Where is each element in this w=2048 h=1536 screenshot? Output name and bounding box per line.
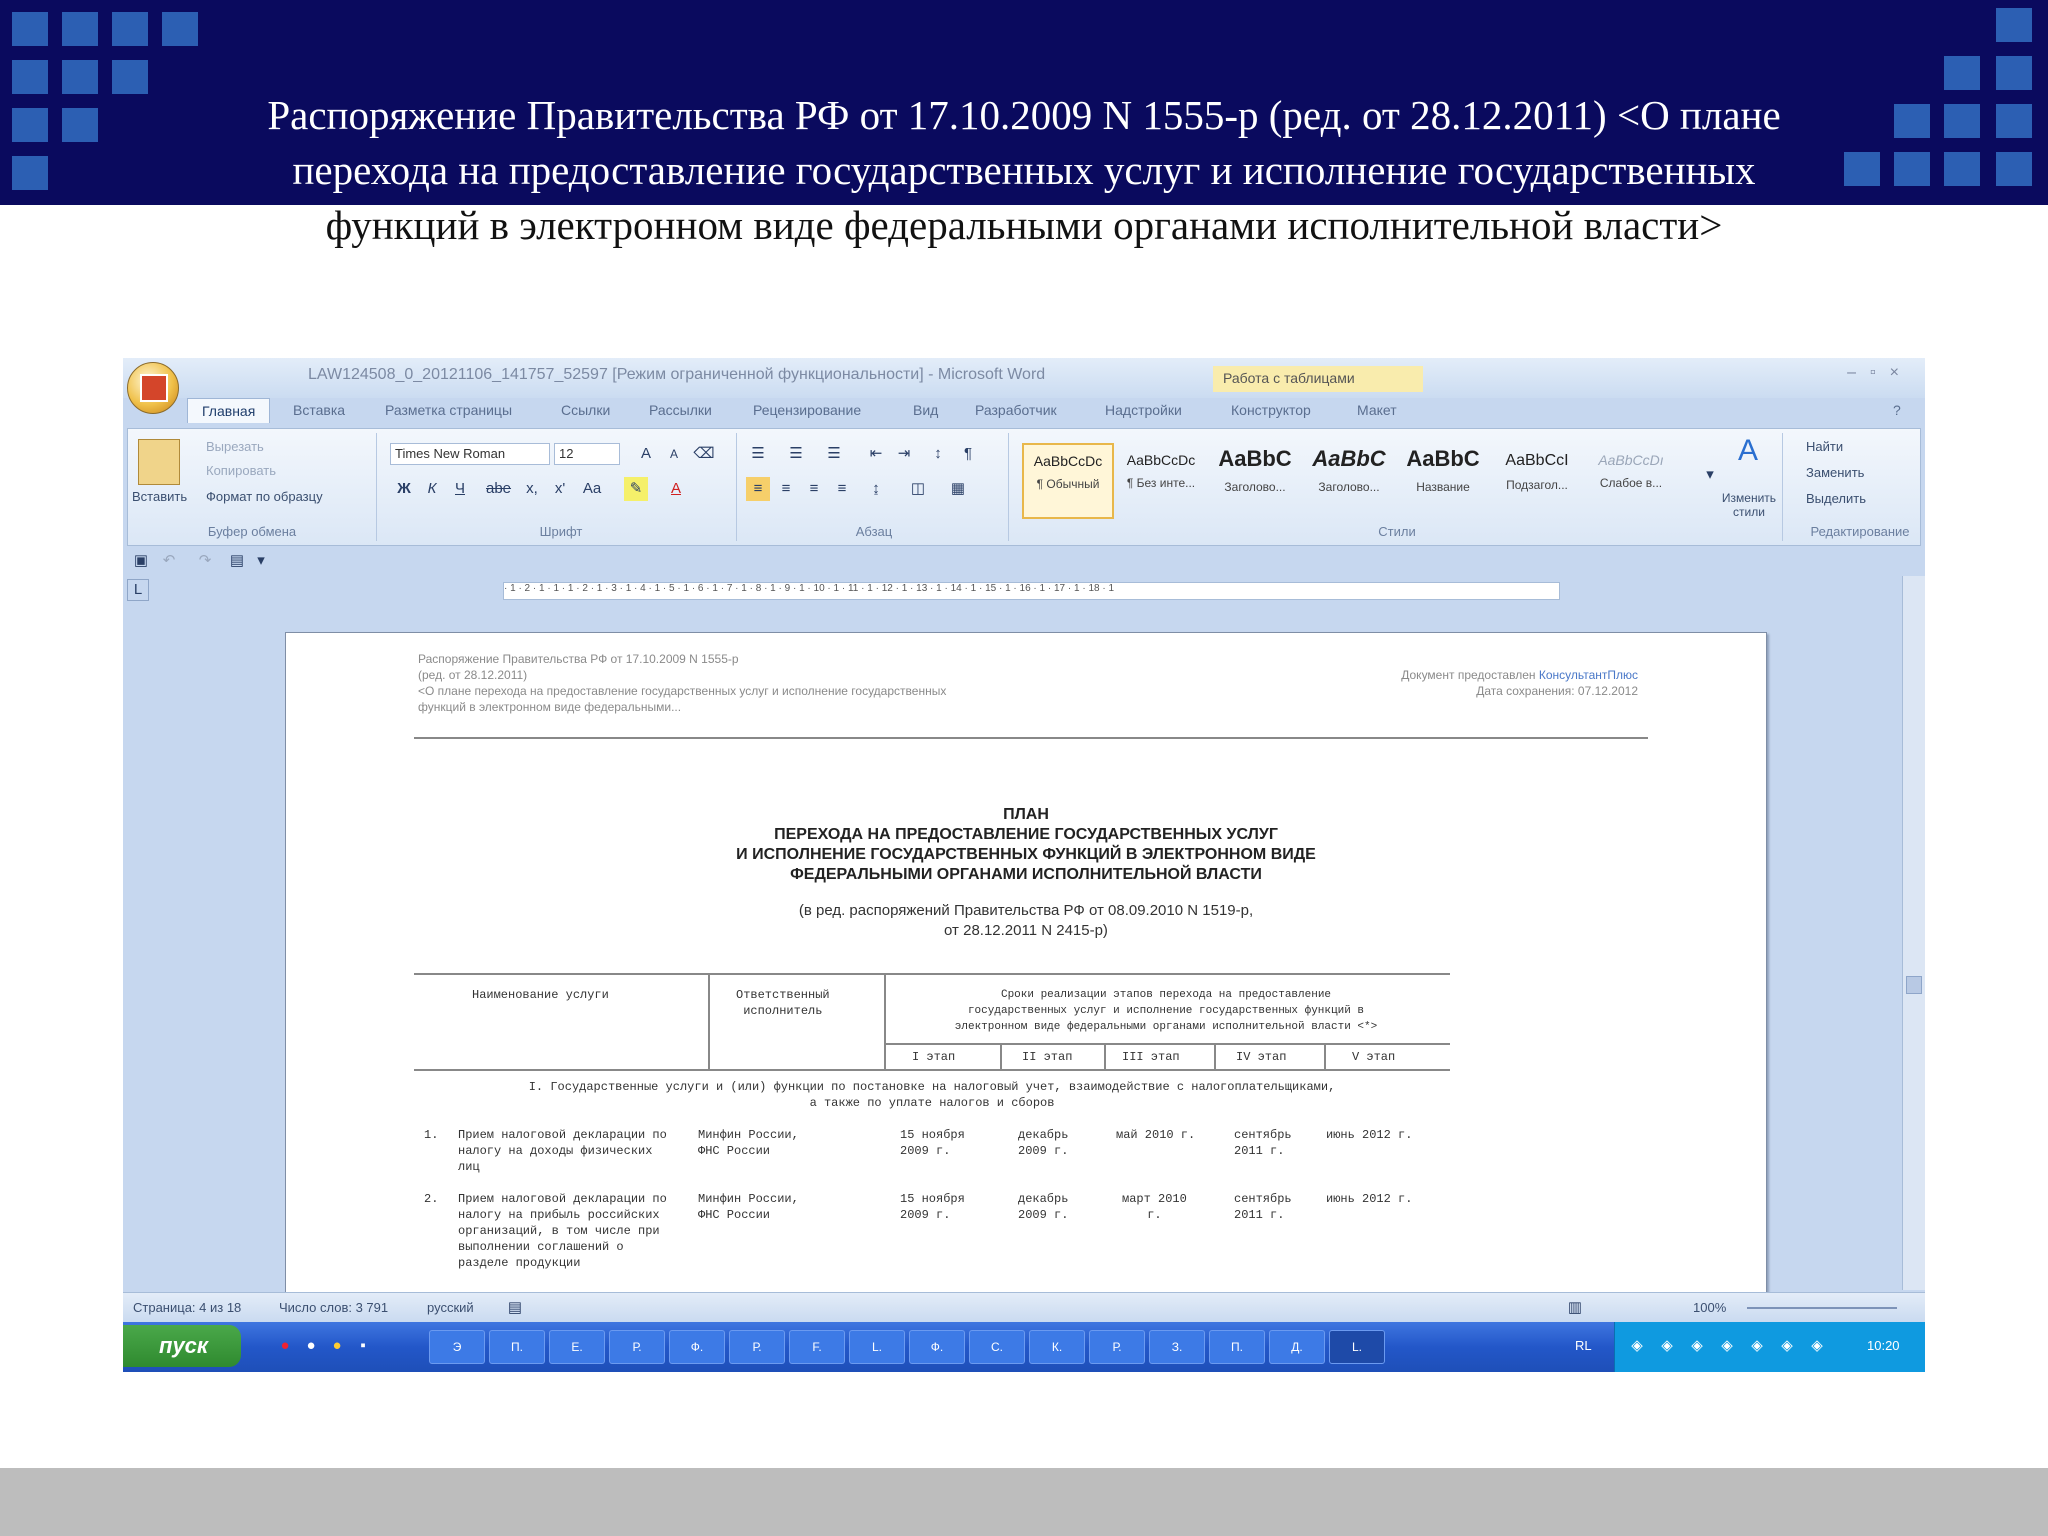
line-spacing-icon[interactable]: ↨ (872, 480, 880, 497)
system-tray (1614, 1322, 1925, 1372)
cut-button[interactable]: Вырезать (206, 439, 264, 454)
col-header-line: электронном виде федеральными органами исполнительной власти <*> (954, 1021, 1378, 1033)
format-painter-button[interactable]: Формат по образцу (206, 489, 323, 504)
tab-review[interactable]: Рецензирование (753, 402, 862, 418)
style-sample: AaBbCcDc (1126, 452, 1196, 468)
table-rule (1214, 1045, 1216, 1069)
tray-icon[interactable]: ◈ (1661, 1337, 1673, 1354)
plan-title-line: ПЛАН (1003, 806, 1049, 823)
tab-design[interactable]: Конструктор (1231, 402, 1311, 418)
stage-header: II этап (1022, 1050, 1073, 1064)
decor-square (1944, 56, 1980, 90)
col-header-deadlines (886, 987, 1446, 1035)
style-subtitle[interactable] (1492, 443, 1582, 517)
style-name: Слабое в... (1599, 476, 1663, 490)
language-indicator[interactable]: RL (1575, 1338, 1592, 1353)
stage-1-date (900, 1127, 965, 1159)
plan-title-line: И ИСПОЛНЕНИЕ ГОСУДАРСТВЕННЫХ ФУНКЦИЙ В ЭЛЕКТРОННОМ ВИДЕ (736, 846, 1316, 863)
quicklaunch-icon[interactable]: ▪ (360, 1337, 366, 1354)
cell-line: 2011 г. (1234, 1208, 1285, 1222)
stage-5-date (1326, 1191, 1412, 1207)
bold-icon[interactable]: Ж (397, 480, 411, 497)
save-icon[interactable]: ▣ (133, 552, 149, 569)
slide-title-line: Распоряжение Правительства РФ от 17.10.2009 N 1555-р (ред. от 28.12.2011) <О плане (267, 92, 1781, 138)
decor-square (112, 12, 148, 46)
section-heading-line: а также по уплате налогов и сборов (809, 1096, 1055, 1110)
zoom-slider[interactable] (1747, 1307, 1897, 1309)
style-subtle-emphasis[interactable] (1586, 443, 1676, 517)
header-provided (1401, 667, 1638, 683)
zoom-level[interactable]: 100% (1693, 1300, 1727, 1315)
slide-title-line: перехода на предоставление государственных услуг и исполнение государственных (292, 147, 1756, 193)
style-sample: AaBbC (1218, 446, 1292, 471)
table-rule (414, 973, 1450, 975)
cell-line: налогу на доходы физических (458, 1144, 653, 1158)
office-button[interactable] (127, 362, 179, 414)
stage-4-date (1234, 1127, 1292, 1159)
status-bar (123, 1292, 1925, 1323)
cell-line: март 2010 (1122, 1192, 1187, 1206)
restore-icon[interactable]: ▫ (1869, 364, 1890, 381)
paste-icon[interactable] (138, 439, 180, 485)
horizontal-ruler[interactable]: · 1 · 2 · 1 · 1 · 1 · 2 · 1 · 3 · 1 · 4 · 1 · 5 · 1 · 6 · 1 · 7 · 1 · 8 · 1 · 9 · 1 · 10 · 1 · 11 · 1 · 12 · 1 · 13 · 1 · 14 · 1 · 15 · 1 · 16 · 1 · 17 · 1 · 18 · 1 (503, 582, 1560, 600)
decor-square (162, 12, 198, 46)
quick-access-toolbar (123, 546, 1925, 576)
taskbar-window-button[interactable]: П. (1209, 1330, 1265, 1364)
change-case-icon[interactable]: Aa (582, 480, 602, 497)
view-buttons-icon[interactable]: ▥ (1567, 1299, 1583, 1316)
style-heading1[interactable] (1210, 443, 1300, 517)
stage-5-date (1326, 1127, 1412, 1143)
col-header-line: Ответственный (736, 988, 830, 1002)
tray-icon[interactable]: ◈ (1751, 1337, 1763, 1354)
superscript-icon[interactable]: x' (554, 480, 566, 497)
style-normal[interactable] (1022, 443, 1114, 519)
cell-line: 2009 г. (1018, 1144, 1069, 1158)
status-page[interactable]: Страница: 4 из 18 (133, 1300, 242, 1315)
decor-square (12, 108, 48, 142)
style-name: ¶ Без инте... (1126, 476, 1196, 490)
stage-3-date (1116, 1127, 1195, 1143)
office-logo-icon (140, 374, 168, 402)
stage-header: III этап (1122, 1050, 1180, 1064)
slide-title (140, 88, 1908, 253)
tray-icon[interactable]: ◈ (1721, 1337, 1733, 1354)
edition-note-line: от 28.12.2011 N 2415-р) (944, 922, 1108, 939)
group-label: Стили (1378, 524, 1416, 539)
font-group (386, 433, 737, 541)
taskbar-window-button[interactable]: С. (969, 1330, 1025, 1364)
cell-line: ФНС России (698, 1144, 771, 1158)
change-styles-button[interactable]: Изменить стили (1721, 491, 1777, 519)
stage-header: V этап (1352, 1050, 1396, 1064)
borders-icon[interactable]: ▦ (950, 480, 966, 497)
header-divider (414, 737, 1648, 739)
cell-line: 2009 г. (900, 1208, 951, 1222)
help-icon[interactable]: ? (1893, 402, 1901, 418)
cell-line: сентябрь (1234, 1192, 1292, 1206)
cell-line: ФНС России (698, 1208, 771, 1222)
shading-icon[interactable]: ◫ (910, 480, 926, 497)
align-center-icon[interactable]: ≡ (781, 480, 791, 497)
header-line: Распоряжение Правительства РФ от 17.10.2009 N 1555-р (418, 652, 739, 666)
group-label: Редактирование (1810, 524, 1910, 539)
style-name: Название (1416, 480, 1470, 494)
ribbon (127, 428, 1921, 546)
clear-format-icon[interactable]: ⌫ (693, 445, 715, 462)
quicklaunch-icon[interactable]: ● (280, 1337, 290, 1354)
service-name (458, 1191, 667, 1271)
stage-1-date (900, 1191, 965, 1223)
title-bar (123, 358, 1925, 398)
close-icon[interactable]: × (1889, 364, 1913, 381)
cell-line: май 2010 г. (1116, 1128, 1196, 1142)
minimize-icon[interactable]: – (1847, 364, 1870, 381)
cell-line: организаций, в том числе при (458, 1224, 660, 1238)
ribbon-tabs (123, 398, 1925, 428)
tab-insert[interactable]: Вставка (293, 402, 346, 418)
styles-group (1012, 433, 1783, 541)
proofing-icon[interactable]: ▤ (507, 1299, 523, 1316)
taskbar-window-button[interactable]: Э (429, 1330, 485, 1364)
taskbar-window-button[interactable]: З. (1149, 1330, 1205, 1364)
cell-line: сентябрь (1234, 1128, 1292, 1142)
redo-icon[interactable]: ↷ (198, 552, 212, 569)
tab-home[interactable]: Главная (187, 398, 270, 423)
plan-title-line: ПЕРЕХОДА НА ПРЕДОСТАВЛЕНИЕ ГОСУДАРСТВЕННЫХ УСЛУГ (774, 826, 1278, 843)
section-heading-line: I. Государственные услуги и (или) функции по постановке на налоговый учет, взаимодействие с налогоплательщиками, (528, 1080, 1336, 1094)
undo-icon[interactable]: ↶ (162, 552, 176, 569)
stage-header: IV этап (1236, 1050, 1287, 1064)
select-button[interactable]: Выделить (1806, 491, 1866, 506)
taskbar-window-button[interactable]: Р. (729, 1330, 785, 1364)
numbering-icon[interactable]: ☰ (789, 445, 803, 462)
header-save-date: Дата сохранения: 07.12.2012 (1476, 684, 1638, 698)
taskbar-window-button[interactable]: F. (789, 1330, 845, 1364)
style-sample: AaBbCcDı (1598, 452, 1664, 468)
style-sample: AaBbCcI (1505, 452, 1569, 469)
quicklaunch-icon[interactable]: ● (306, 1337, 316, 1354)
taskbar-window-button[interactable]: П. (489, 1330, 545, 1364)
tab-developer[interactable]: Разработчик (975, 402, 1057, 418)
editing-group (1800, 433, 1920, 541)
taskbar-window-button[interactable]: Ф. (669, 1330, 725, 1364)
header-line: функций в электронном виде федеральными... (418, 700, 682, 714)
taskbar-window-button[interactable]: Ф. (909, 1330, 965, 1364)
style-heading2[interactable] (1304, 443, 1394, 517)
plan-title-line: ФЕДЕРАЛЬНЫМИ ОРГАНАМИ ИСПОЛНИТЕЛЬНОЙ ВЛАСТИ (790, 866, 1262, 883)
copy-button[interactable]: Копировать (206, 463, 276, 478)
executor (698, 1127, 799, 1159)
paste-button[interactable]: Вставить (132, 489, 188, 504)
stage-3-date (1122, 1191, 1187, 1223)
scroll-thumb[interactable] (1906, 976, 1922, 994)
ruler-row (123, 576, 1925, 606)
cell-line: г. (1147, 1208, 1162, 1222)
style-name: Подзагол... (1506, 478, 1568, 492)
row-number: 1. (424, 1128, 439, 1142)
cell-line: Прием налоговой декларации по (458, 1192, 667, 1206)
slide-footer-bar (0, 1468, 2048, 1536)
table-rule (884, 1043, 1450, 1045)
style-name: Заголово... (1224, 480, 1286, 494)
edition-note-line: (в ред. распоряжений Правительства РФ от 08.09.2010 N 1519-р, (798, 902, 1254, 919)
multilevel-list-icon[interactable]: ☰ (827, 445, 841, 462)
table-rule (1104, 1045, 1106, 1069)
cell-line: 15 ноября (900, 1192, 965, 1206)
vertical-scrollbar[interactable] (1902, 576, 1925, 1290)
row-number: 2. (424, 1192, 439, 1206)
section-heading (414, 1079, 1450, 1111)
cell-line: Минфин России, (698, 1128, 799, 1142)
cell-line: разделе продукции (458, 1256, 581, 1270)
cell-line: налогу на прибыль российских (458, 1208, 660, 1222)
sort-icon[interactable]: ↕ (934, 445, 942, 462)
bullets-icon[interactable]: ☰ (751, 445, 765, 462)
stage-header: I этап (912, 1050, 956, 1064)
header-provided-text: Документ предоставлен (1401, 668, 1539, 682)
col-header-executor (736, 987, 830, 1019)
group-label: Буфер обмена (207, 524, 297, 539)
tray-icon[interactable]: ◈ (1631, 1337, 1643, 1354)
col-header-line: Сроки реализации этапов перехода на предоставление (1000, 989, 1332, 1001)
cell-line: июнь 2012 г. (1326, 1192, 1413, 1206)
qat-dropdown-icon[interactable]: ▾ (257, 552, 265, 569)
table-tools-context-tab[interactable]: Работа с таблицами (1213, 366, 1423, 392)
styles-more-icon[interactable]: ▾ (1706, 466, 1714, 483)
tab-layout[interactable]: Макет (1357, 402, 1397, 418)
decor-square (12, 156, 48, 190)
highlight-icon[interactable]: ✎ (624, 477, 648, 501)
stage-2-date (1018, 1127, 1068, 1159)
decor-square (12, 60, 48, 94)
taskbar-window-button[interactable]: Д. (1269, 1330, 1325, 1364)
paragraph-group (740, 433, 1009, 541)
word-window (123, 358, 1925, 1372)
style-name: Заголово... (1318, 480, 1380, 494)
cell-line: 2009 г. (900, 1144, 951, 1158)
print-preview-icon[interactable]: ▤ (229, 552, 245, 569)
col-header-line: исполнитель (743, 1004, 823, 1018)
style-sample: AaBbCcDc (1033, 453, 1103, 469)
tab-references[interactable]: Ссылки (561, 402, 611, 418)
table-rule (708, 973, 710, 1069)
decor-square (1996, 152, 2032, 186)
increase-indent-icon[interactable]: ⇥ (897, 445, 911, 462)
taskbar-window-button[interactable]: L. (1329, 1330, 1385, 1364)
stage-2-date (1018, 1191, 1068, 1223)
decor-square (12, 12, 48, 46)
decrease-indent-icon[interactable]: ⇤ (869, 445, 883, 462)
quicklaunch-icon[interactable]: ● (332, 1337, 342, 1354)
cell-line: 2009 г. (1018, 1208, 1069, 1222)
start-button[interactable] (123, 1325, 241, 1367)
grow-font-icon[interactable]: A (640, 445, 651, 462)
col-header-service: Наименование услуги (472, 988, 609, 1002)
header-line: <О плане перехода на предоставление государственных услуг и исполнение государственных (418, 684, 947, 698)
slide-title-line: функций в электронном виде федеральными органами исполнительной власти> (325, 202, 1723, 248)
taskbar-window-button[interactable]: К. (1029, 1330, 1085, 1364)
cell-line: июнь 2012 г. (1326, 1128, 1413, 1142)
italic-icon[interactable]: К (427, 480, 437, 497)
style-name: ¶ Обычный (1036, 477, 1100, 491)
group-label: Абзац (855, 524, 893, 539)
decor-square (62, 12, 98, 46)
shrink-font-icon[interactable]: A (669, 447, 678, 461)
tab-view[interactable]: Вид (913, 402, 939, 418)
status-word-count[interactable]: Число слов: 3 791 (279, 1300, 389, 1315)
cell-line: 15 ноября (900, 1128, 965, 1142)
pilcrow-icon[interactable]: ¶ (963, 445, 973, 462)
cell-line: Прием налоговой декларации по (458, 1128, 667, 1142)
align-right-icon[interactable]: ≡ (809, 480, 819, 497)
tab-addins[interactable]: Надстройки (1105, 402, 1182, 418)
document-page[interactable] (285, 632, 1767, 1294)
underline-icon[interactable]: Ч (455, 480, 465, 497)
taskbar-window-button[interactable]: L. (849, 1330, 905, 1364)
style-no-spacing[interactable] (1116, 443, 1206, 517)
service-name (458, 1127, 667, 1175)
page-header-left (418, 651, 946, 715)
taskbar-window-button[interactable]: Е. (549, 1330, 605, 1364)
align-left-icon[interactable]: ≡ (746, 477, 770, 501)
decor-square (1996, 104, 2032, 138)
strikethrough-icon[interactable]: abe (486, 480, 512, 497)
change-styles-icon[interactable]: A (1737, 434, 1758, 467)
executor (698, 1191, 799, 1223)
cell-line: лиц (458, 1160, 480, 1174)
decor-square (1996, 8, 2032, 42)
tab-mailings[interactable]: Рассылки (649, 402, 712, 418)
find-button[interactable]: Найти (1806, 439, 1844, 454)
col-header-line: государственных услуг и исполнение государственных функций в (967, 1005, 1365, 1017)
tray-icon[interactable]: ◈ (1811, 1337, 1823, 1354)
cell-line: 2011 г. (1234, 1144, 1285, 1158)
decor-square (62, 60, 98, 94)
tray-icon[interactable]: ◈ (1781, 1337, 1793, 1354)
page-header-right (1401, 667, 1638, 699)
style-title[interactable] (1398, 443, 1488, 517)
style-sample: AaBbC (1406, 446, 1480, 471)
window-controls[interactable] (1847, 364, 1913, 382)
window-title: LAW124508_0_20121106_141757_52597 [Режим ограниченной функциональности] - Microsoft Word (308, 366, 1046, 383)
table-rule (1324, 1045, 1326, 1069)
cell-line: Минфин России, (698, 1192, 799, 1206)
style-sample: AaBbC (1312, 446, 1386, 471)
stage-4-date (1234, 1191, 1292, 1223)
decor-square (1996, 56, 2032, 90)
status-language[interactable]: русский (427, 1300, 474, 1315)
header-line: (ред. от 28.12.2011) (418, 668, 528, 682)
decor-square (1944, 104, 1980, 138)
table-rule (414, 1069, 1450, 1071)
justify-icon[interactable]: ≡ (837, 480, 847, 497)
taskbar-window-button[interactable]: Р. (609, 1330, 665, 1364)
group-label: Шрифт (539, 524, 583, 539)
font-color-icon[interactable]: A (670, 480, 681, 497)
cell-line: выполнении соглашений о (458, 1240, 624, 1254)
cell-line: декабрь (1018, 1128, 1069, 1142)
taskbar-window-button[interactable]: Р. (1089, 1330, 1145, 1364)
font-size-field[interactable]: 12 (554, 443, 620, 465)
decor-square (62, 108, 98, 142)
replace-button[interactable]: Заменить (1806, 465, 1865, 480)
clipboard-group (128, 433, 377, 541)
clock: 10:20 (1867, 1338, 1900, 1353)
cell-line: декабрь (1018, 1192, 1069, 1206)
windows-taskbar (123, 1322, 1925, 1372)
tab-selector-icon[interactable]: L (127, 579, 149, 601)
table-rule (1000, 1045, 1002, 1069)
tab-page-layout[interactable]: Разметка страницы (385, 402, 513, 418)
tray-icon[interactable]: ◈ (1691, 1337, 1703, 1354)
decor-square (1944, 152, 1980, 186)
consultant-plus-link[interactable]: КонсультантПлюс (1538, 668, 1638, 682)
subscript-icon[interactable]: x, (526, 480, 538, 497)
start-button-label: пуск (159, 1333, 209, 1358)
font-name-field[interactable]: Times New Roman (390, 443, 550, 465)
